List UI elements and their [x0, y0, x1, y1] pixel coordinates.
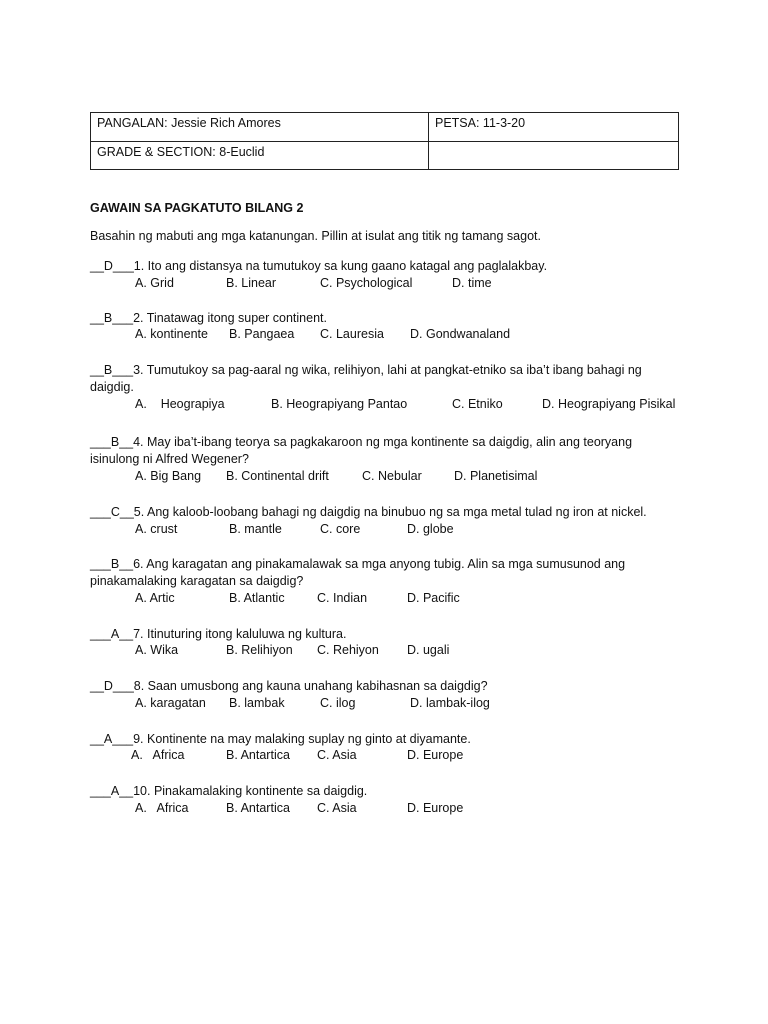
- choice-d: D. Heograpiyang Pisikal: [542, 397, 676, 411]
- question-2: __B___2. Tinatawag itong super continent.: [90, 311, 327, 325]
- choice-c: C. core: [320, 522, 361, 536]
- choice-d: D. Gondwanaland: [410, 327, 511, 341]
- choice-c: C. Rehiyon: [317, 643, 379, 657]
- choice-c: C. Asia: [317, 748, 357, 762]
- question-9: __A___9. Kontinente na may malaking suplay ng ginto at diyamante.: [90, 732, 471, 746]
- choice-d: D. Europe: [407, 801, 464, 815]
- grade-section-cell: GRADE & SECTION: 8-Euclid: [91, 141, 429, 170]
- activity-title: GAWAIN SA PAGKATUTO BILANG 2: [90, 201, 304, 215]
- choice-b: B. Antartica: [226, 748, 290, 762]
- question-10: ___A__10. Pinakamalaking kontinente sa daigdig.: [90, 784, 368, 798]
- choice-c: C. Nebular: [362, 469, 422, 483]
- choice-a: A. Big Bang: [135, 469, 202, 483]
- choice-a: A. Africa: [131, 748, 185, 762]
- choice-b: B. lambak: [229, 696, 285, 710]
- choice-c: C. Indian: [317, 591, 368, 605]
- choice-b: B. Pangaea: [229, 327, 295, 341]
- choice-a: A. crust: [135, 522, 178, 536]
- question-6: ___B__6. Ang karagatan ang pinakamalawak sa mga anyong tubig. Alin sa mga sumusunod ang pinakamalaking karagatan sa daigdig?: [90, 557, 626, 588]
- question-4: ___B__4. May iba’t-ibang teorya sa pagkakaroon ng mga kontinente sa daigdig, alin ang teoryang isinulong ni Alfred Wegener?: [90, 435, 633, 466]
- choice-a: A. kontinente: [135, 327, 208, 341]
- question-3: __B___3. Tumutukoy sa pag-aaral ng wika, relihiyon, lahi at pangkat-etniko sa iba’t ibang bahagi ng daigdig.: [90, 363, 642, 394]
- date-cell: PETSA: 11-3-20: [429, 113, 679, 142]
- choice-b: B. Continental drift: [226, 469, 329, 483]
- choice-b: B. Antartica: [226, 801, 290, 815]
- choice-c: C. Asia: [317, 801, 357, 815]
- choice-b: B. Atlantic: [229, 591, 285, 605]
- question-5: ___C__5. Ang kaloob-loobang bahagi ng daigdig na binubuo ng sa mga metal tulad ng iron at nickel.: [90, 505, 647, 519]
- choice-d: D. lambak-ilog: [410, 696, 490, 710]
- choice-d: D. ugali: [407, 643, 450, 657]
- choice-c: C. Etniko: [452, 397, 503, 411]
- choice-a: A. Africa: [135, 801, 189, 815]
- choice-a: A. Heograpiya: [135, 397, 225, 411]
- choice-c: C. Lauresia: [320, 327, 384, 341]
- question-8: __D___8. Saan umusbong ang kauna unahang kabihasnan sa daigdig?: [90, 679, 488, 693]
- empty-cell: [429, 141, 679, 170]
- choice-c: C. Psychological: [320, 276, 413, 290]
- choice-a: A. Grid: [135, 276, 174, 290]
- choice-a: A. Artic: [135, 591, 175, 605]
- choice-b: B. mantle: [229, 522, 282, 536]
- choice-d: D. globe: [407, 522, 454, 536]
- choice-a: A. karagatan: [135, 696, 206, 710]
- header-table: [90, 112, 679, 170]
- choice-b: B. Heograpiyang Pantao: [271, 397, 408, 411]
- choice-c: C. ilog: [320, 696, 356, 710]
- choice-b: B. Linear: [226, 276, 277, 290]
- choice-d: D. Europe: [407, 748, 464, 762]
- instructions: Basahin ng mabuti ang mga katanungan. Pillin at isulat ang titik ng tamang sagot.: [90, 229, 541, 243]
- question-7: ___A__7. Itinuturing itong kaluluwa ng kultura.: [90, 627, 347, 641]
- choice-a: A. Wika: [135, 643, 179, 657]
- choice-d: D. time: [452, 276, 492, 290]
- name-cell: PANGALAN: Jessie Rich Amores: [91, 113, 429, 142]
- choice-d: D. Pacific: [407, 591, 460, 605]
- question-1: __D___1. Ito ang distansya na tumutukoy sa kung gaano katagal ang paglalakbay.: [90, 259, 548, 273]
- choice-d: D. Planetisimal: [454, 469, 538, 483]
- choice-b: B. Relihiyon: [226, 643, 293, 657]
